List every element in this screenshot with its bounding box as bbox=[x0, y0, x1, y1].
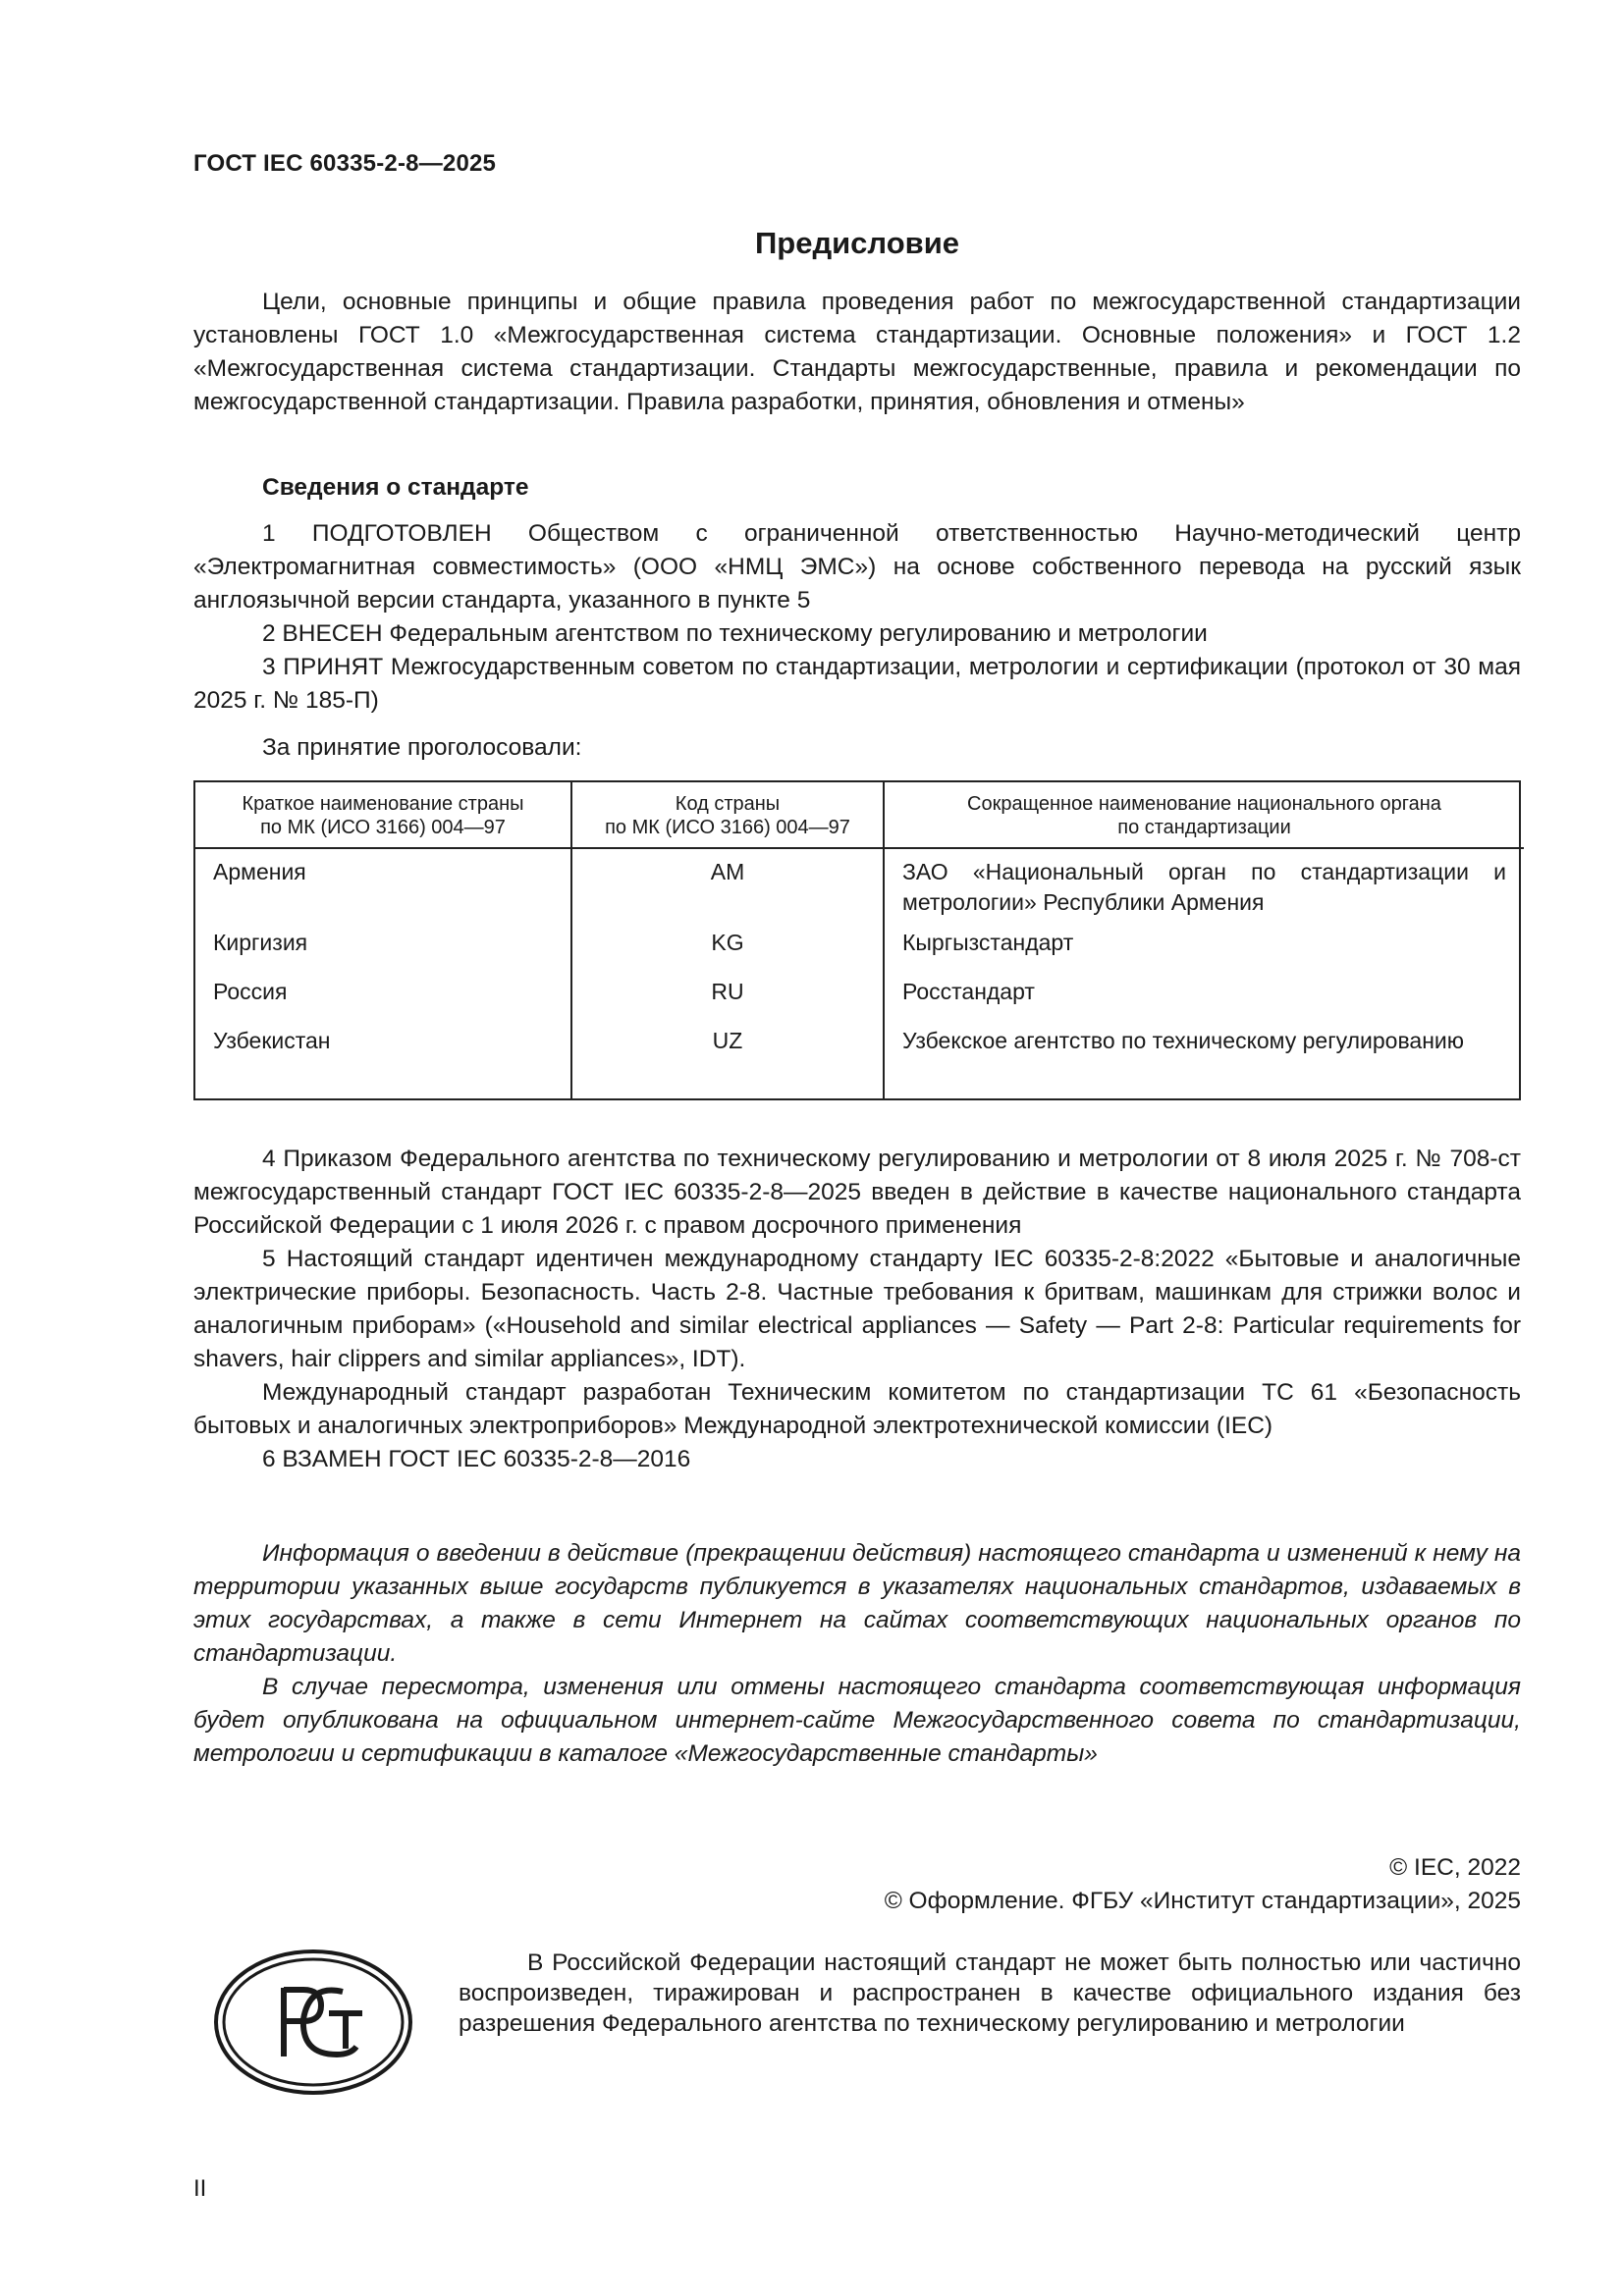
page-number: II bbox=[193, 2175, 207, 2202]
intro-paragraph: Цели, основные принципы и общие правила проведения работ по межгосударственной стандартизации установлены ГОСТ 1.0 «Межгосударственная система стандартизации. Основные положения» и ГОСТ 1.2 «Межгосударственная система стандартизации. Стандарты межгосударственные, правила и рекомендации по межгосударственной стандартизации. Правила разработки, принятия, обновления и отмены» bbox=[193, 289, 1521, 415]
column-header-body: Сокращенное наименование национального органа по стандартизации bbox=[884, 782, 1524, 848]
notice-1: Информация о введении в действие (прекращении действия) настоящего стандарта и изменений к нему на территории указанных выше государств публикуется в указателях национальных стандартов, издаваемых в этих государствах, а также в сети Интернет на сайтах соответствующих национальных органов по стандартизации. bbox=[193, 1540, 1521, 1667]
table-row bbox=[195, 977, 1524, 1026]
cell-country: Армения bbox=[213, 859, 306, 884]
cell-body: Узбекское агентство по техническому регулированию bbox=[884, 1026, 1524, 1098]
page-title: Предисловие bbox=[754, 226, 959, 260]
notice-2: В случае пересмотра, изменения или отмены настоящего стандарта соответствующая информация будет опубликована на официальном интернет-сайте Межгосударственного совета по стандартизации, метрологии и сертификации в каталоге «Межгосударственные стандарты» bbox=[193, 1674, 1521, 1767]
notices bbox=[193, 1537, 1521, 1771]
copyright-design: © Оформление. ФГБУ «Институт стандартизации», 2025 bbox=[884, 1888, 1521, 1914]
voting-table-border bbox=[193, 780, 1521, 1100]
item-3: 3 ПРИНЯТ Межгосударственным советом по стандартизации, метрологии и сертификации (протокол от 30 мая 2025 г. № 185-П) bbox=[193, 654, 1521, 714]
item-2: 2 ВНЕСЕН Федеральным агентством по техническому регулированию и метрологии bbox=[262, 620, 1208, 647]
voting-table bbox=[195, 782, 1524, 1098]
document-code: ГОСТ IEC 60335-2-8—2025 bbox=[193, 150, 497, 177]
table-row bbox=[195, 928, 1524, 977]
cell-code: UZ bbox=[571, 1026, 884, 1098]
table-row bbox=[195, 1026, 1524, 1098]
column-header-code: Код страны по МК (ИСО 3166) 004—97 bbox=[571, 782, 884, 848]
table-row bbox=[195, 848, 1524, 928]
cell-body: ЗАО «Национальный орган по стандартизации и метрологии» Республики Армения bbox=[884, 848, 1524, 928]
cell-country: Россия bbox=[213, 979, 288, 1004]
voted-label-wrap bbox=[193, 731, 1521, 765]
info-heading: Сведения о стандарте bbox=[262, 474, 529, 501]
item-5-note: Международный стандарт разработан Техническим комитетом по стандартизации TC 61 «Безопасность бытовых и аналогичных электроприборов» Международной электротехнической комиссии (IEC) bbox=[193, 1379, 1521, 1439]
cell-code: KG bbox=[571, 928, 884, 977]
items-4-6 bbox=[193, 1143, 1521, 1476]
copyright-iec: © IEC, 2022 bbox=[1389, 1854, 1521, 1881]
item-4: 4 Приказом Федерального агентства по техническому регулированию и метрологии от 8 июля 2025 г. № 708-ст межгосударственный стандарт ГОСТ IEC 60335-2-8—2025 введен в действие в качестве национального стандарта Российской Федерации с 1 июля 2026 г. с правом досрочного применения bbox=[193, 1146, 1521, 1239]
voting-table-wrap bbox=[193, 780, 1521, 1100]
table-header-row bbox=[195, 782, 1524, 848]
cell-country: Узбекистан bbox=[213, 1028, 331, 1053]
cell-country: Киргизия bbox=[213, 930, 308, 955]
cell-code: AM bbox=[571, 848, 884, 928]
intro-section bbox=[193, 286, 1521, 419]
voted-label: За принятие проголосовали: bbox=[262, 734, 582, 761]
cell-code: RU bbox=[571, 977, 884, 1026]
cell-body: Росстандарт bbox=[884, 977, 1524, 1026]
item-6: 6 ВЗАМЕН ГОСТ IEC 60335-2-8—2016 bbox=[262, 1446, 691, 1472]
column-header-country: Краткое наименование страны по МК (ИСО 3166) 004—97 bbox=[195, 782, 571, 848]
items-1-3 bbox=[193, 517, 1521, 718]
standard-info-heading bbox=[193, 474, 1521, 502]
item-5: 5 Настоящий стандарт идентичен международному стандарту IEC 60335-2-8:2022 «Бытовые и аналогичные электрические приборы. Безопасность. Часть 2-8. Частные требования к бритвам, машинкам для стрижки волос и аналогичным приборам» («Household and similar electrical appliances — Safety — Part 2-8: Particular requirements for shavers, hair clippers and similar appliances», IDT). bbox=[193, 1246, 1521, 1372]
rights-notice: В Российской Федерации настоящий стандарт не может быть полностью или частично воспроизведен, тиражирован и распространен в качестве официального издания без разрешения Федерального агентства по техническому регулированию и метрологии bbox=[459, 1949, 1521, 2037]
item-1: 1 ПОДГОТОВЛЕН Обществом с ограниченной ответственностью Научно-методический центр «Электромагнитная совместимость» (ООО «НМЦ ЭМС») на основе собственного перевода на русский язык англоязычной версии стандарта, указанного в пункте 5 bbox=[193, 520, 1521, 614]
cell-body: Кыргызстандарт bbox=[884, 928, 1524, 977]
rst-logo-icon bbox=[213, 1949, 413, 2096]
